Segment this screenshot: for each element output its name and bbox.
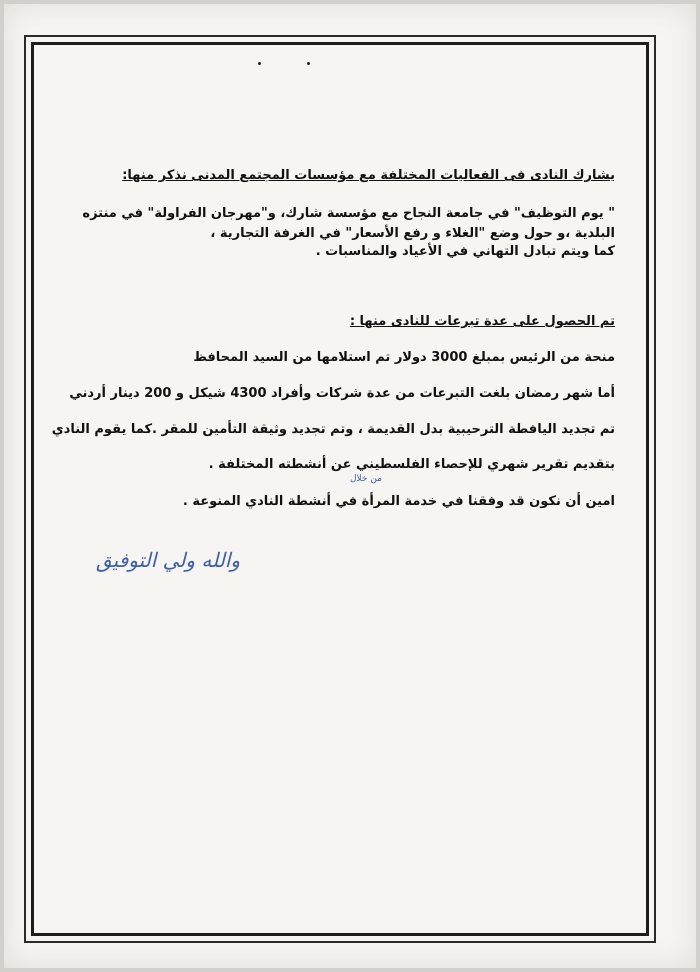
section2-line: امين أن نكون قد وفقنا في خدمة المرأة في أنشطة النادي المنوعة . xyxy=(182,494,615,509)
dot-mark xyxy=(258,62,261,65)
handwritten-note: من خلال xyxy=(350,474,383,484)
section1-line: البلدية ،و حول وضع "الغلاء و رفع الأسعار" في الغرفة التجارية ، xyxy=(210,226,615,241)
section1-line: " يوم التوظيف" في جامعة النجاح مع مؤسسة شارك، و"مهرجان الفراولة" في منتزه xyxy=(82,206,615,221)
section2-line: تم تجديد اليافطة الترحيبية بدل القديمة ، وتم تجديد وثيقة التأمين للمقر .كما يقوم النادي xyxy=(51,422,615,437)
section2-heading: تم الحصول على عدة تبرعات للنادى منها : xyxy=(349,314,615,329)
dot-mark xyxy=(307,62,310,65)
section2-line: بتقديم تقرير شهري للإحصاء الفلسطيني عن أنشطته المختلفة . xyxy=(208,457,615,472)
section1-line: كما ويتم تبادل التهاني في الأعياد والمناسبات . xyxy=(315,244,615,259)
section1-heading: يشارك النادى فى الفعاليات المختلفة مع مؤسسات المجتمع المدنى نذكر منها: xyxy=(122,168,615,183)
section2-line: منحة من الرئيس بمبلغ 3000 دولار تم استلامها من السيد المحافظ xyxy=(193,350,615,365)
handwritten-signature: والله ولي التوفيق xyxy=(96,548,241,572)
section2-line: أما شهر رمضان بلغت التبرعات من عدة شركات وأفراد 4300 شيكل و 200 دينار أردني xyxy=(69,386,615,401)
